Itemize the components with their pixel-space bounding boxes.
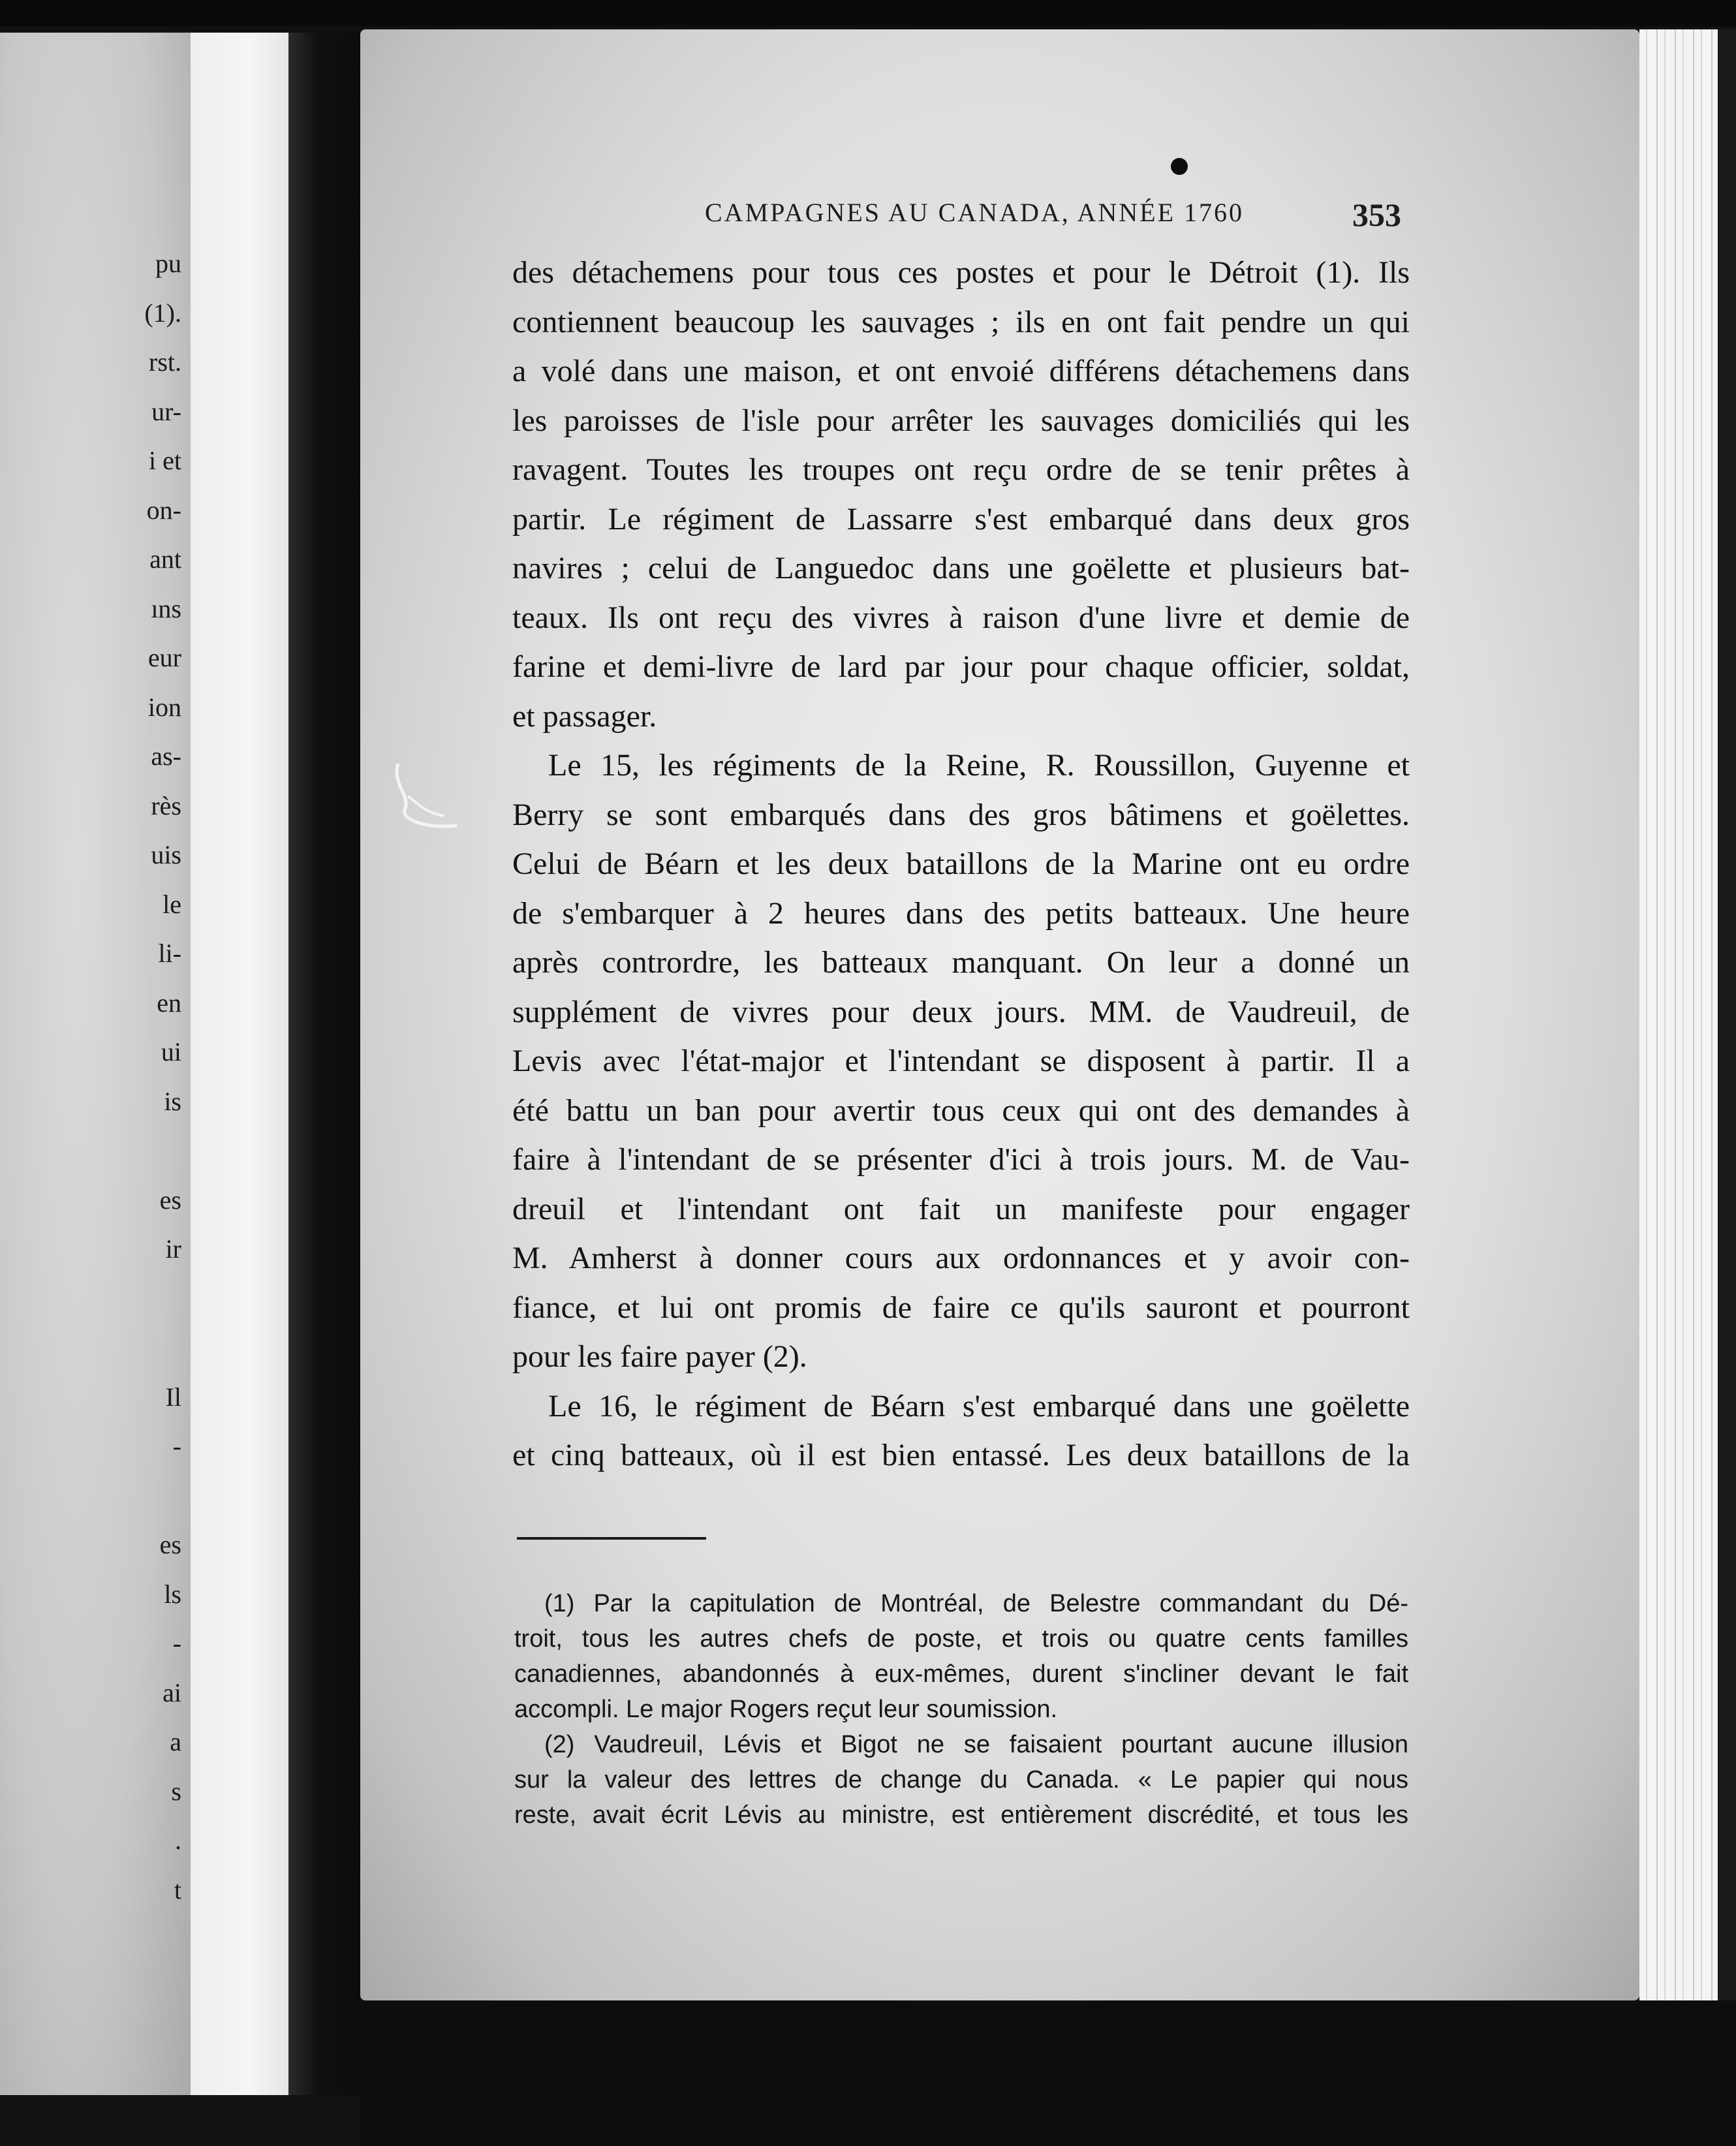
text-line: farine et demi-livre de lard par jour pour chaque officier, soldat,	[512, 649, 1410, 684]
text-line: de s'embarquer à 2 heures dans des petits batteaux. Une heure	[512, 895, 1410, 931]
text-line: partir. Le régiment de Lassarre s'est embarqué dans deux gros	[512, 501, 1410, 536]
footnote-separator	[517, 1537, 706, 1540]
left-page-fragment: as-	[151, 741, 181, 771]
scan-top-border	[0, 0, 1736, 26]
left-page-fragment: ur-	[151, 396, 181, 426]
text-line: et cinq batteaux, où il est bien entassé. Les deux bataillons de la	[512, 1438, 1410, 1472]
left-page-fragment: uis	[151, 840, 181, 869]
text-line: et passager.	[512, 698, 657, 734]
gutter-shadow	[288, 33, 360, 2095]
text-line: des détachemens pour tous ces postes et pour le Détroit (1). Ils	[512, 255, 1410, 290]
footnote-line: troit, tous les autres chefs de poste, et trois ou quatre cents familles	[514, 1625, 1408, 1653]
left-page-fragment: li-	[158, 939, 181, 968]
footnote-line: canadiennes, abandonnés à eux-mêmes, durent s'incliner devant le fait	[514, 1660, 1408, 1688]
left-page-fragment: i et	[149, 446, 181, 475]
left-page-fragment: ui	[161, 1037, 181, 1066]
footnote-line: (1) Par la capitulation de Montréal, de Belestre commandant du Dé-	[544, 1590, 1408, 1617]
left-page-fragment: t	[174, 1874, 181, 1905]
page-edge-stack	[1639, 29, 1718, 2014]
main-text	[512, 248, 1410, 1480]
footnote-line: (2) Vaudreuil, Lévis et Bigot ne se faisaient pourtant aucune illusion	[544, 1731, 1408, 1758]
running-head: CAMPAGNES AU CANADA, ANNÉE 1760	[705, 198, 1245, 227]
footnote-line: accompli. Le major Rogers reçut leur soumission.	[514, 1696, 1058, 1723]
text-line: faire à l'intendant de se présenter d'ici à trois jours. M. de Vau-	[512, 1142, 1410, 1177]
left-page-fragment: ion	[147, 692, 181, 722]
left-page-fragment: ls	[164, 1579, 181, 1609]
left-page-fragment: ir	[165, 1234, 181, 1264]
left-page-fragment: a	[170, 1727, 181, 1756]
left-page-fragment: rst.	[149, 347, 181, 377]
margin-pencil-mark	[385, 757, 470, 842]
left-page-fragment: es	[159, 1530, 181, 1559]
text-line: dreuil et l'intendant ont fait un manifeste pour engager	[512, 1191, 1410, 1226]
left-page-fragment: is	[164, 1086, 181, 1116]
left-page-fragment: s	[171, 1776, 181, 1806]
left-page-edge	[0, 33, 191, 2095]
text-line: après contrordre, les batteaux manquant. On leur a donné un	[512, 945, 1410, 980]
text-line: teaux. Ils ont reçu des vivres à raison d'une livre et demie de	[512, 600, 1410, 635]
page-number: 353	[1352, 196, 1401, 233]
left-page-fragment: .	[175, 1826, 181, 1855]
left-page-fragment: eur	[147, 643, 181, 672]
left-page-fragment: ai	[163, 1677, 181, 1707]
text-line: navires ; celui de Languedoc dans une goëlette et plusieurs bat-	[512, 551, 1410, 585]
left-page-fragment: on-	[146, 495, 181, 525]
page-edge-shadow	[1718, 29, 1736, 2027]
text-line: Le 15, les régiments de la Reine, R. Roussillon, Guyenne et	[548, 748, 1410, 783]
footnote-line: reste, avait écrit Lévis au ministre, est entièrement discrédité, et tous les	[514, 1801, 1408, 1829]
left-page-fragment: -	[172, 1431, 181, 1461]
text-line: contiennent beaucoup les sauvages ; ils en ont fait pendre un qui	[512, 304, 1410, 339]
left-page-fragment: le	[163, 889, 181, 919]
text-line: ravagent. Toutes les troupes ont reçu ordre de se tenir prêtes à	[512, 452, 1410, 487]
left-page-fragment: (1).	[144, 298, 181, 328]
left-page-fragment: ıns	[151, 593, 181, 623]
text-line: M. Amherst à donner cours aux ordonnances et y avoir con-	[512, 1241, 1410, 1275]
text-line: Levis avec l'état-major et l'intendant se disposent à partir. Il a	[512, 1044, 1410, 1078]
text-line: pour les faire payer (2).	[512, 1339, 807, 1374]
left-page-fragment: ant	[149, 544, 181, 574]
page-gutter	[191, 33, 288, 2095]
ink-spot	[1171, 158, 1188, 175]
text-line: supplément de vivres pour deux jours. MM. de Vaudreuil, de	[512, 994, 1410, 1029]
footnote-line: sur la valeur des lettres de change du Canada. « Le papier qui nous	[514, 1766, 1408, 1794]
text-line: Celui de Béarn et les deux bataillons de la Marine ont eu ordre	[512, 847, 1410, 881]
left-page-fragment: pu	[155, 249, 181, 278]
text-line: Le 16, le régiment de Béarn s'est embarqué dans une goëlette	[548, 1388, 1410, 1423]
text-line: les paroisses de l'isle pour arrêter les sauvages domiciliés qui les	[512, 403, 1410, 438]
left-page-fragment: en	[157, 987, 181, 1018]
left-page-fragment: Il	[165, 1382, 181, 1412]
left-page-fragment: rès	[151, 790, 181, 820]
left-page-fragment: -	[172, 1628, 181, 1658]
text-line: Berry se sont embarqués dans des gros bâtimens et goëlettes.	[512, 797, 1410, 832]
footnotes	[514, 1586, 1408, 1833]
text-line: a volé dans une maison, et ont envoié différens détachemens dans	[512, 354, 1410, 388]
text-line: fiance, et lui ont promis de faire ce qu'ils sauront et pourront	[512, 1290, 1410, 1325]
scan-bottom-border	[360, 2000, 1736, 2146]
left-page-fragment: es	[159, 1185, 181, 1215]
text-line: été battu un ban pour avertir tous ceux qui ont des demandes à	[512, 1093, 1410, 1128]
